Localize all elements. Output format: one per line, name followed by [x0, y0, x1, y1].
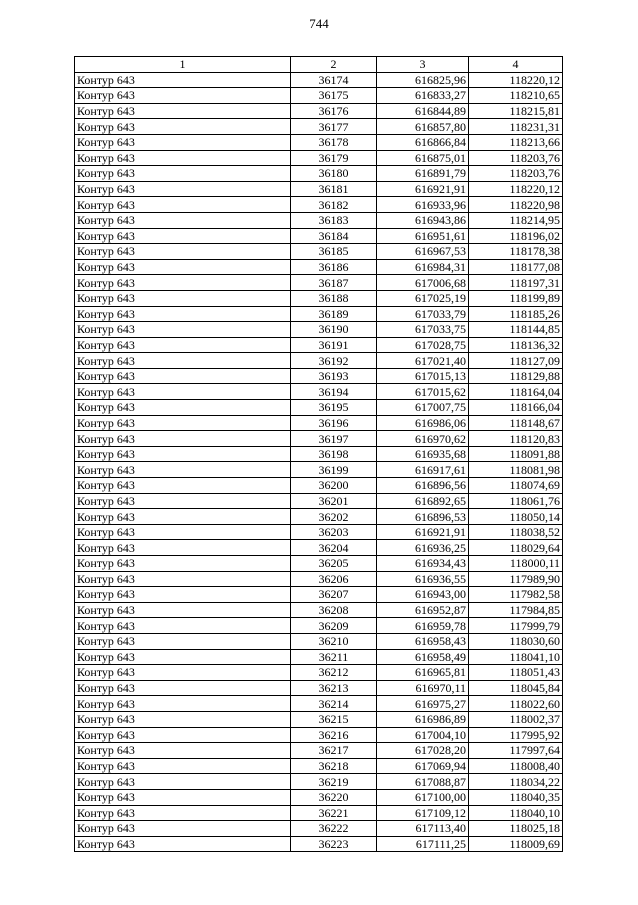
- table-row: [75, 259, 563, 275]
- x-coordinate-cell: 617021,40: [377, 353, 469, 369]
- contour-name-cell: Контур 643: [75, 368, 291, 384]
- x-coordinate-cell: 616975,27: [377, 696, 469, 712]
- table-header-row: [75, 57, 563, 73]
- y-coordinate-cell: 118029,64: [469, 540, 563, 556]
- y-coordinate-cell: 118120,83: [469, 431, 563, 447]
- contour-name-cell: Контур 643: [75, 415, 291, 431]
- x-coordinate-cell: 617109,12: [377, 805, 469, 821]
- contour-name-cell: Контур 643: [75, 462, 291, 478]
- table-row: [75, 680, 563, 696]
- contour-name-cell: Контур 643: [75, 602, 291, 618]
- contour-name-cell: Контур 643: [75, 618, 291, 634]
- point-number-cell: 36180: [291, 166, 377, 182]
- contour-name-cell: Контур 643: [75, 337, 291, 353]
- coordinates-table: [74, 56, 563, 852]
- contour-name-cell: Контур 643: [75, 524, 291, 540]
- y-coordinate-cell: 118220,12: [469, 72, 563, 88]
- table-row: [75, 743, 563, 759]
- contour-name-cell: Контур 643: [75, 88, 291, 104]
- point-number-cell: 36175: [291, 88, 377, 104]
- table-row: [75, 150, 563, 166]
- point-number-cell: 36218: [291, 758, 377, 774]
- table-row: [75, 306, 563, 322]
- point-number-cell: 36201: [291, 493, 377, 509]
- table-row: [75, 322, 563, 338]
- contour-name-cell: Контур 643: [75, 431, 291, 447]
- contour-name-cell: Контур 643: [75, 571, 291, 587]
- point-number-cell: 36196: [291, 415, 377, 431]
- y-coordinate-cell: 118210,65: [469, 88, 563, 104]
- x-coordinate-cell: 617015,62: [377, 384, 469, 400]
- point-number-cell: 36183: [291, 212, 377, 228]
- point-number-cell: 36188: [291, 290, 377, 306]
- contour-name-cell: Контур 643: [75, 259, 291, 275]
- table-row: [75, 166, 563, 182]
- table-row: [75, 618, 563, 634]
- x-coordinate-cell: 616921,91: [377, 524, 469, 540]
- x-coordinate-cell: 617088,87: [377, 774, 469, 790]
- y-coordinate-cell: 118045,84: [469, 680, 563, 696]
- point-number-cell: 36203: [291, 524, 377, 540]
- table-row: [75, 571, 563, 587]
- column-header-4: 4: [469, 57, 563, 73]
- table-row: [75, 415, 563, 431]
- table-row: [75, 774, 563, 790]
- point-number-cell: 36189: [291, 306, 377, 322]
- table-row: [75, 212, 563, 228]
- table-row: [75, 290, 563, 306]
- y-coordinate-cell: 118081,98: [469, 462, 563, 478]
- table-row: [75, 244, 563, 260]
- x-coordinate-cell: 616970,11: [377, 680, 469, 696]
- contour-name-cell: Контур 643: [75, 711, 291, 727]
- y-coordinate-cell: 117997,64: [469, 743, 563, 759]
- contour-name-cell: Контур 643: [75, 696, 291, 712]
- point-number-cell: 36199: [291, 462, 377, 478]
- point-number-cell: 36213: [291, 680, 377, 696]
- y-coordinate-cell: 118002,37: [469, 711, 563, 727]
- point-number-cell: 36215: [291, 711, 377, 727]
- y-coordinate-cell: 118214,95: [469, 212, 563, 228]
- y-coordinate-cell: 118050,14: [469, 509, 563, 525]
- table-row: [75, 836, 563, 852]
- x-coordinate-cell: 617033,75: [377, 322, 469, 338]
- y-coordinate-cell: 118197,31: [469, 275, 563, 291]
- x-coordinate-cell: 616935,68: [377, 446, 469, 462]
- point-number-cell: 36195: [291, 400, 377, 416]
- y-coordinate-cell: 118091,88: [469, 446, 563, 462]
- x-coordinate-cell: 616933,96: [377, 197, 469, 213]
- y-coordinate-cell: 118041,10: [469, 649, 563, 665]
- x-coordinate-cell: 617007,75: [377, 400, 469, 416]
- contour-name-cell: Контур 643: [75, 680, 291, 696]
- point-number-cell: 36179: [291, 150, 377, 166]
- x-coordinate-cell: 616943,00: [377, 587, 469, 603]
- x-coordinate-cell: 616965,81: [377, 665, 469, 681]
- contour-name-cell: Контур 643: [75, 493, 291, 509]
- point-number-cell: 36200: [291, 478, 377, 494]
- table-row: [75, 181, 563, 197]
- contour-name-cell: Контур 643: [75, 478, 291, 494]
- x-coordinate-cell: 616833,27: [377, 88, 469, 104]
- contour-name-cell: Контур 643: [75, 743, 291, 759]
- table-row: [75, 509, 563, 525]
- table-row: [75, 727, 563, 743]
- point-number-cell: 36221: [291, 805, 377, 821]
- point-number-cell: 36207: [291, 587, 377, 603]
- point-number-cell: 36217: [291, 743, 377, 759]
- contour-name-cell: Контур 643: [75, 509, 291, 525]
- point-number-cell: 36187: [291, 275, 377, 291]
- contour-name-cell: Контур 643: [75, 774, 291, 790]
- table-row: [75, 493, 563, 509]
- y-coordinate-cell: 117982,58: [469, 587, 563, 603]
- point-number-cell: 36210: [291, 633, 377, 649]
- y-coordinate-cell: 118185,26: [469, 306, 563, 322]
- y-coordinate-cell: 118196,02: [469, 228, 563, 244]
- contour-name-cell: Контур 643: [75, 727, 291, 743]
- y-coordinate-cell: 118213,66: [469, 134, 563, 150]
- contour-name-cell: Контур 643: [75, 72, 291, 88]
- x-coordinate-cell: 616844,89: [377, 103, 469, 119]
- contour-name-cell: Контур 643: [75, 322, 291, 338]
- point-number-cell: 36223: [291, 836, 377, 852]
- table-row: [75, 353, 563, 369]
- table-row: [75, 119, 563, 135]
- x-coordinate-cell: 616959,78: [377, 618, 469, 634]
- contour-name-cell: Контур 643: [75, 633, 291, 649]
- point-number-cell: 36222: [291, 821, 377, 837]
- point-number-cell: 36204: [291, 540, 377, 556]
- y-coordinate-cell: 118129,88: [469, 368, 563, 384]
- y-coordinate-cell: 117984,85: [469, 602, 563, 618]
- table-row: [75, 711, 563, 727]
- contour-name-cell: Контур 643: [75, 758, 291, 774]
- contour-name-cell: Контур 643: [75, 166, 291, 182]
- point-number-cell: 36209: [291, 618, 377, 634]
- contour-name-cell: Контур 643: [75, 119, 291, 135]
- x-coordinate-cell: 616958,49: [377, 649, 469, 665]
- table-row: [75, 821, 563, 837]
- table-row: [75, 72, 563, 88]
- y-coordinate-cell: 118051,43: [469, 665, 563, 681]
- table-row: [75, 649, 563, 665]
- y-coordinate-cell: 118022,60: [469, 696, 563, 712]
- contour-name-cell: Контур 643: [75, 446, 291, 462]
- table-row: [75, 368, 563, 384]
- point-number-cell: 36206: [291, 571, 377, 587]
- table-row: [75, 400, 563, 416]
- x-coordinate-cell: 616857,80: [377, 119, 469, 135]
- y-coordinate-cell: 118127,09: [469, 353, 563, 369]
- point-number-cell: 36184: [291, 228, 377, 244]
- contour-name-cell: Контур 643: [75, 197, 291, 213]
- contour-name-cell: Контур 643: [75, 275, 291, 291]
- x-coordinate-cell: 616958,43: [377, 633, 469, 649]
- x-coordinate-cell: 616952,87: [377, 602, 469, 618]
- table-row: [75, 524, 563, 540]
- table-row: [75, 446, 563, 462]
- x-coordinate-cell: 617069,94: [377, 758, 469, 774]
- point-number-cell: 36186: [291, 259, 377, 275]
- y-coordinate-cell: 118164,04: [469, 384, 563, 400]
- table-row: [75, 696, 563, 712]
- table-row: [75, 602, 563, 618]
- y-coordinate-cell: 118203,76: [469, 150, 563, 166]
- table-row: [75, 805, 563, 821]
- y-coordinate-cell: 118038,52: [469, 524, 563, 540]
- table-row: [75, 556, 563, 572]
- point-number-cell: 36185: [291, 244, 377, 260]
- contour-name-cell: Контур 643: [75, 306, 291, 322]
- point-number-cell: 36208: [291, 602, 377, 618]
- point-number-cell: 36214: [291, 696, 377, 712]
- contour-name-cell: Контур 643: [75, 400, 291, 416]
- table-row: [75, 462, 563, 478]
- x-coordinate-cell: 617028,20: [377, 743, 469, 759]
- y-coordinate-cell: 118220,98: [469, 197, 563, 213]
- table-row: [75, 758, 563, 774]
- table-row: [75, 197, 563, 213]
- y-coordinate-cell: 118000,11: [469, 556, 563, 572]
- y-coordinate-cell: 118166,04: [469, 400, 563, 416]
- x-coordinate-cell: 616943,86: [377, 212, 469, 228]
- table-row: [75, 587, 563, 603]
- y-coordinate-cell: 118030,60: [469, 633, 563, 649]
- y-coordinate-cell: 118215,81: [469, 103, 563, 119]
- x-coordinate-cell: 616986,06: [377, 415, 469, 431]
- contour-name-cell: Контур 643: [75, 587, 291, 603]
- contour-name-cell: Контур 643: [75, 212, 291, 228]
- y-coordinate-cell: 118040,10: [469, 805, 563, 821]
- x-coordinate-cell: 616866,84: [377, 134, 469, 150]
- contour-name-cell: Контур 643: [75, 134, 291, 150]
- contour-name-cell: Контур 643: [75, 665, 291, 681]
- point-number-cell: 36198: [291, 446, 377, 462]
- y-coordinate-cell: 118040,35: [469, 789, 563, 805]
- table-row: [75, 275, 563, 291]
- x-coordinate-cell: 616986,89: [377, 711, 469, 727]
- point-number-cell: 36216: [291, 727, 377, 743]
- point-number-cell: 36193: [291, 368, 377, 384]
- x-coordinate-cell: 617111,25: [377, 836, 469, 852]
- x-coordinate-cell: 616936,25: [377, 540, 469, 556]
- table-row: [75, 540, 563, 556]
- x-coordinate-cell: 616917,61: [377, 462, 469, 478]
- x-coordinate-cell: 616921,91: [377, 181, 469, 197]
- x-coordinate-cell: 617113,40: [377, 821, 469, 837]
- point-number-cell: 36220: [291, 789, 377, 805]
- x-coordinate-cell: 616934,43: [377, 556, 469, 572]
- contour-name-cell: Контур 643: [75, 556, 291, 572]
- y-coordinate-cell: 118008,40: [469, 758, 563, 774]
- table-row: [75, 228, 563, 244]
- table-row: [75, 665, 563, 681]
- x-coordinate-cell: 616970,62: [377, 431, 469, 447]
- point-number-cell: 36211: [291, 649, 377, 665]
- table-row: [75, 88, 563, 104]
- x-coordinate-cell: 617006,68: [377, 275, 469, 291]
- x-coordinate-cell: 616825,96: [377, 72, 469, 88]
- y-coordinate-cell: 118061,76: [469, 493, 563, 509]
- point-number-cell: 36192: [291, 353, 377, 369]
- x-coordinate-cell: 616951,61: [377, 228, 469, 244]
- y-coordinate-cell: 118074,69: [469, 478, 563, 494]
- table-row: [75, 431, 563, 447]
- page-number: 744: [309, 16, 329, 31]
- contour-name-cell: Контур 643: [75, 540, 291, 556]
- table-row: [75, 633, 563, 649]
- y-coordinate-cell: 118148,67: [469, 415, 563, 431]
- x-coordinate-cell: 616967,53: [377, 244, 469, 260]
- x-coordinate-cell: 617033,79: [377, 306, 469, 322]
- contour-name-cell: Контур 643: [75, 649, 291, 665]
- y-coordinate-cell: 118034,22: [469, 774, 563, 790]
- x-coordinate-cell: 617004,10: [377, 727, 469, 743]
- point-number-cell: 36182: [291, 197, 377, 213]
- y-coordinate-cell: 118220,12: [469, 181, 563, 197]
- point-number-cell: 36197: [291, 431, 377, 447]
- point-number-cell: 36177: [291, 119, 377, 135]
- contour-name-cell: Контур 643: [75, 836, 291, 852]
- table-row: [75, 789, 563, 805]
- table-row: [75, 478, 563, 494]
- point-number-cell: 36219: [291, 774, 377, 790]
- table-row: [75, 103, 563, 119]
- y-coordinate-cell: 118136,32: [469, 337, 563, 353]
- x-coordinate-cell: 616892,65: [377, 493, 469, 509]
- x-coordinate-cell: 616875,01: [377, 150, 469, 166]
- x-coordinate-cell: 616984,31: [377, 259, 469, 275]
- x-coordinate-cell: 617100,00: [377, 789, 469, 805]
- x-coordinate-cell: 616936,55: [377, 571, 469, 587]
- y-coordinate-cell: 118178,38: [469, 244, 563, 260]
- point-number-cell: 36205: [291, 556, 377, 572]
- x-coordinate-cell: 617015,13: [377, 368, 469, 384]
- y-coordinate-cell: 117989,90: [469, 571, 563, 587]
- y-coordinate-cell: 117995,92: [469, 727, 563, 743]
- point-number-cell: 36176: [291, 103, 377, 119]
- column-header-3: 3: [377, 57, 469, 73]
- x-coordinate-cell: 616891,79: [377, 166, 469, 182]
- y-coordinate-cell: 117999,79: [469, 618, 563, 634]
- point-number-cell: 36191: [291, 337, 377, 353]
- table-body: [75, 72, 563, 852]
- x-coordinate-cell: 616896,56: [377, 478, 469, 494]
- y-coordinate-cell: 118199,89: [469, 290, 563, 306]
- table-row: [75, 134, 563, 150]
- table-row: [75, 337, 563, 353]
- column-header-2: 2: [291, 57, 377, 73]
- point-number-cell: 36202: [291, 509, 377, 525]
- contour-name-cell: Контур 643: [75, 290, 291, 306]
- y-coordinate-cell: 118009,69: [469, 836, 563, 852]
- contour-name-cell: Контур 643: [75, 789, 291, 805]
- column-header-1: 1: [75, 57, 291, 73]
- y-coordinate-cell: 118025,18: [469, 821, 563, 837]
- contour-name-cell: Контур 643: [75, 228, 291, 244]
- y-coordinate-cell: 118144,85: [469, 322, 563, 338]
- point-number-cell: 36174: [291, 72, 377, 88]
- x-coordinate-cell: 617025,19: [377, 290, 469, 306]
- contour-name-cell: Контур 643: [75, 181, 291, 197]
- contour-name-cell: Контур 643: [75, 821, 291, 837]
- x-coordinate-cell: 616896,53: [377, 509, 469, 525]
- point-number-cell: 36212: [291, 665, 377, 681]
- point-number-cell: 36194: [291, 384, 377, 400]
- y-coordinate-cell: 118203,76: [469, 166, 563, 182]
- x-coordinate-cell: 617028,75: [377, 337, 469, 353]
- point-number-cell: 36190: [291, 322, 377, 338]
- point-number-cell: 36178: [291, 134, 377, 150]
- y-coordinate-cell: 118177,08: [469, 259, 563, 275]
- contour-name-cell: Контур 643: [75, 353, 291, 369]
- y-coordinate-cell: 118231,31: [469, 119, 563, 135]
- table-row: [75, 384, 563, 400]
- contour-name-cell: Контур 643: [75, 384, 291, 400]
- contour-name-cell: Контур 643: [75, 244, 291, 260]
- contour-name-cell: Контур 643: [75, 103, 291, 119]
- contour-name-cell: Контур 643: [75, 150, 291, 166]
- contour-name-cell: Контур 643: [75, 805, 291, 821]
- point-number-cell: 36181: [291, 181, 377, 197]
